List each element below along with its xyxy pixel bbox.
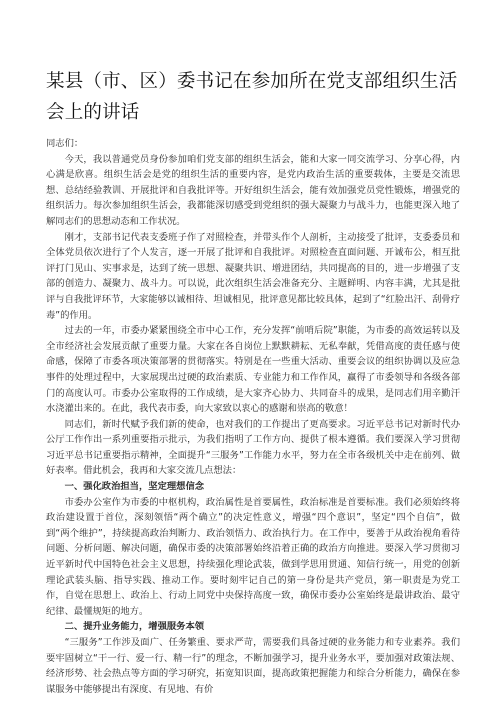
paragraph-4: 同志们，新时代赋予我们新的使命，也对我们的工作提出了更高要求。习近平总书记对新时代办公厅工作作出一系列重要指示批示，为我们指明了工作方向、提供了根本遵循。我们要深入学习贯彻习近平总书记重要指示精神，全面提升“三服务”工作能力水平，努力在全市各级机关中走在前列、做好表率。借此机会，我再和大家交流几点想法： (46, 418, 460, 477)
section-1-heading: 一、强化政治担当，坚定理想信念 (64, 481, 205, 493)
document-title: 某县（市、区）委书记在参加所在党支部组织生活会上的讲话 (46, 71, 458, 123)
paragraph-1: 今天，我以普通党员身份参加咱们党支部的组织生活会，能和大家一同交流学习、分享心得，内心满是欣喜。组织生活会是党的组织生活的重要内容，是党内政治生活的重要载体，主要是交流思想、总结经验教训、开展批评和自我批评等。开好组织生活会，能有效加强党员党性锻炼，增强党的组织活力。每次参加组织生活会，我都能深切感受到党组织的强大凝聚力与战斗力，也能更深入地了解同志们的思想动态和工作状况。 (46, 153, 460, 227)
section-1-paragraph: 市委办公室作为市委的中枢机构，政治属性是首要属性，政治标准是首要标准。我们必须始终将政治建设置于首位，深刻领悟“两个确立”的决定性意义，增强“四个意识”，坚定“四个自信”，做到“两个维护”，持续提高政治判断力、政治领悟力、政治执行力。在工作中，要善于从政治视角看待问题、分析问题、解决问题，确保市委的决策部署始终沿着正确的政治方向推进。要深入学习贯彻习近平新时代中国特色社会主义思想，持续强化理论武装，做到学思用贯通、知信行统一，用党的创新理论武装头脑、指导实践、推动工作。要时刻牢记自己的第一身份是共产党员，第一职责是为党工作，自觉在思想上、政治上、行动上同党中央保持高度一致，确保市委办公室始终是最讲政治、最守纪律、最懂规矩的地方。 (46, 496, 460, 617)
document-body (46, 136, 460, 697)
greeting: 同志们： (46, 138, 84, 149)
section-2-paragraph: “三服务”工作涉及面广、任务繁重、要求严苛，需要我们具备过硬的业务能力和专业素养。我们要牢固树立“干一行、爱一行、精一行”的理念，不断加强学习，提升业务水平，要加强对政策法规、经济形势、社会热点等方面的学习研究，拓宽知识面，提高政策把握能力和综合分析能力，确保在参谋服务中能够提出有深度、有见地、有价 (46, 637, 460, 695)
paragraph-3: 过去的一年，市委办紧紧围绕全市中心工作，充分发挥“前哨后院”职能，为市委的高效运转以及全市经济社会发展贡献了重要力量。大家在各自岗位上默默耕耘、无私奉献，凭借高度的责任感与使命感，保障了市委各项决策部署的贯彻落实。特别是在一些重大活动、重要会议的组织协调以及应急事件的处理过程中，大家展现出过硬的政治素质、专业能力和工作作风，赢得了市委领导和各级各部门的高度认可。市委办公室取得的工作成绩，是大家齐心协力、共同奋斗的成果，是同志们用辛勤汗水浇灌出来的。在此，我代表市委，向大家致以衷心的感谢和崇高的敬意！ (46, 325, 460, 415)
section-2-heading: 二、提升业务能力，增强服务本领 (64, 621, 205, 633)
paragraph-2: 刚才，支部书记代表支委班子作了对照检查，并带头作个人剖析，主动接受了批评，支委委员和全体党员依次进行了个人发言，逐一开展了批评和自我批评。对照检查直面问题、开诚布公，相互批评打门见山、实事求是，达到了统一思想、凝聚共识、增进团结，共同提高的目的，进一步增强了支部的创造力、凝聚力、战斗力。可以说，此次组织生活会准备充分、主题鲜明、内容丰满，尤其是批评与自我批评环节，大家能够以诚相待、坦诚相见，批评意见都比较具体，起到了“红脸出汗、刮骨疗毒”的作用。 (46, 231, 460, 321)
